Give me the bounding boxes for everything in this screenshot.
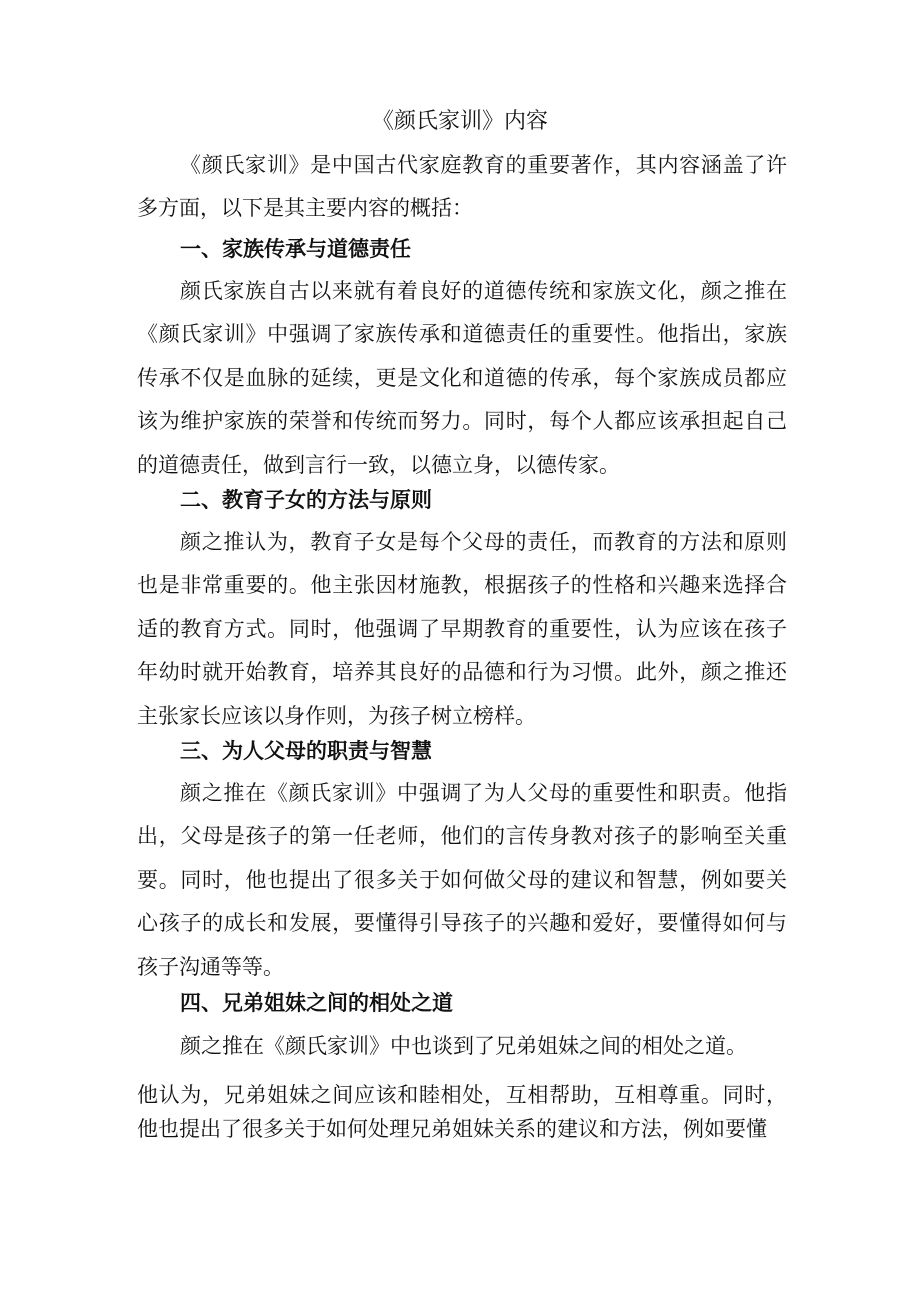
section-body-3: 颜之推在《颜氏家训》中强调了为人父母的重要性和职责。他指出，父母是孩子的第一任老师，他们的言传身教对孩子的影响至关重要。同时，他也提出了很多关于如何做父母的建议和智慧，例如要关心孩子的成长和发展，要懂得引导孩子的兴趣和爱好，要懂得如何与孩子沟通等等。 — [137, 781, 787, 979]
section-body-4-continuation: 他认为，兄弟姐妹之间应该和睦相处，互相帮助，互相尊重。同时，他也提出了很多关于如何处理兄弟姐妹关系的建议和方法，例如要懂 — [137, 1083, 787, 1141]
intro-paragraph: 《颜氏家训》是中国古代家庭教育的重要著作，其内容涵盖了许多方面，以下是其主要内容的概括： — [137, 153, 787, 221]
section-heading-1: 一、家族传承与道德责任 — [180, 237, 411, 261]
section-heading-3: 三、为人父母的职责与智慧 — [180, 739, 432, 763]
section-body-1: 颜氏家族自古以来就有着良好的道德传统和家族文化，颜之推在《颜氏家训》中强调了家族传承和道德责任的重要性。他指出，家族传承不仅是血脉的延续，更是文化和道德的传承，每个家族成员都应该为维护家族的荣誉和传统而努力。同时，每个人都应该承担起自己的道德责任，做到言行一致，以德立身，以德传家。 — [137, 279, 787, 477]
section-heading-4: 四、兄弟姐妹之间的相处之道 — [180, 991, 453, 1015]
section-heading-2: 二、教育子女的方法与原则 — [180, 488, 432, 512]
section-body-2: 颜之推认为，教育子女是每个父母的责任，而教育的方法和原则也是非常重要的。他主张因材施教，根据孩子的性格和兴趣来选择合适的教育方式。同时，他强调了早期教育的重要性，认为应该在孩子年幼时就开始教育，培养其良好的品德和行为习惯。此外，颜之推还主张家长应该以身作则，为孩子树立榜样。 — [137, 530, 787, 728]
document-title: 《颜氏家训》内容 — [371, 109, 548, 134]
section-body-4-first-line: 颜之推在《颜氏家训》中也谈到了兄弟姐妹之间的相处之道。 — [180, 1034, 747, 1058]
